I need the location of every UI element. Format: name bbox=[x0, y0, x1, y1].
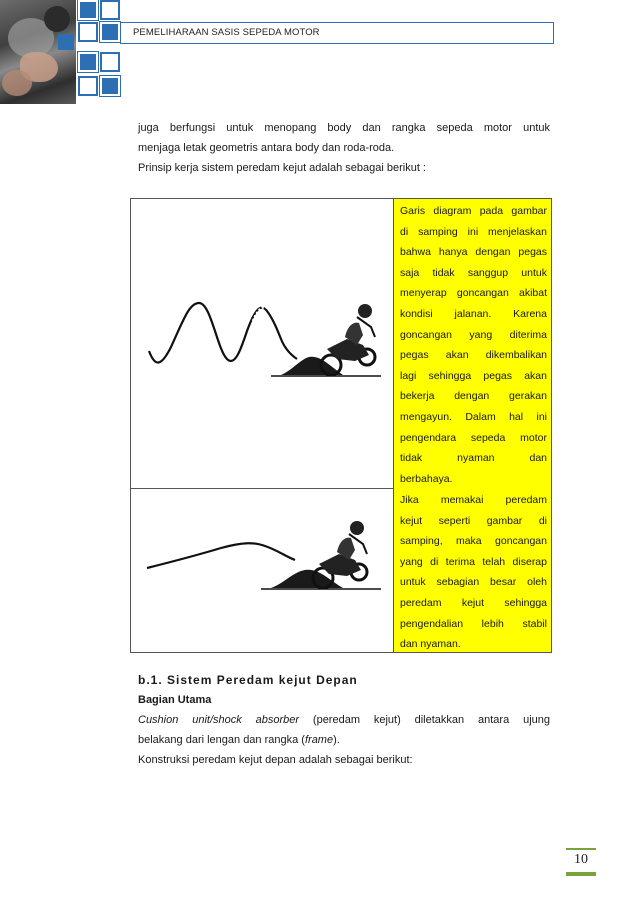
text-span: (peredam kejut) diletakkan antara ujung bbox=[299, 714, 550, 726]
note-line: goncangan yang diterima bbox=[400, 328, 547, 341]
table-row bbox=[131, 199, 551, 489]
section-subheading: Bagian Utama bbox=[138, 694, 212, 706]
term-italic: frame bbox=[304, 734, 334, 746]
note-line: berbahaya. bbox=[400, 472, 453, 485]
page-number-rule-top bbox=[566, 848, 596, 850]
term-italic: Cushion unit/shock absorber bbox=[138, 714, 300, 726]
section-b1 bbox=[138, 670, 550, 770]
note-line: pegas akan dikembalikan bbox=[400, 349, 547, 362]
section-heading: b.1. Sistem Peredam kejut Depan bbox=[138, 673, 358, 687]
header-title: PEMELIHARAAN SASIS SEPEDA MOTOR bbox=[120, 22, 554, 44]
damped-note bbox=[394, 488, 551, 652]
damped-diagram bbox=[131, 488, 394, 652]
note-line: kondisi jalanan. Karena bbox=[400, 307, 547, 320]
note-line: peredam kejut sehingga bbox=[400, 596, 547, 609]
note-line: samping, maka goncangan bbox=[400, 535, 547, 548]
note-line: untuk sebagian besar oleh bbox=[400, 576, 547, 589]
note-line: bekerja dengan gerakan bbox=[400, 390, 547, 403]
note-line: saja tidak sanggup untuk bbox=[400, 266, 547, 279]
page-number: 10 bbox=[574, 852, 588, 867]
note-line: lagi sehingga pegas akan bbox=[400, 369, 547, 382]
header-photo bbox=[0, 0, 76, 104]
intro-paragraph bbox=[138, 118, 550, 178]
note-line: pengendara sepeda motor bbox=[400, 431, 547, 444]
table-row bbox=[131, 488, 551, 652]
note-line: Jika memakai peredam bbox=[400, 494, 547, 506]
note-line: tidak nyaman dan bbox=[400, 452, 547, 465]
section-paragraph-line: Konstruksi peredam kejut depan adalah sebagai berikut: bbox=[138, 754, 413, 766]
note-line: yang di terima telah diserap bbox=[400, 555, 547, 568]
note-line: kejut seperti gambar di bbox=[400, 514, 547, 527]
note-line: menyerap goncangan akibat bbox=[400, 287, 547, 300]
note-line: mengayun. Dalam hal ini bbox=[400, 410, 547, 423]
note-line: pengendalian lebih stabil bbox=[400, 617, 547, 630]
note-line: bahwa hanya dengan pegas bbox=[400, 246, 547, 259]
intro-line: juga berfungsi untuk menopang body dan rangka sepeda motor untuk bbox=[138, 122, 550, 134]
intro-line: Prinsip kerja sistem peredam kejut adalah sebagai berikut : bbox=[138, 162, 426, 174]
spring-only-diagram bbox=[131, 199, 394, 488]
note-line: Garis diagram pada gambar bbox=[400, 205, 547, 217]
intro-line: menjaga letak geometris antara body dan roda-roda. bbox=[138, 142, 395, 154]
page-number-rule-bottom bbox=[566, 872, 596, 876]
text-span: ). bbox=[333, 734, 340, 746]
figure-table bbox=[130, 198, 552, 653]
text-span: belakang dari lengan dan rangka ( bbox=[138, 734, 305, 746]
section-paragraph-line bbox=[138, 710, 550, 730]
note-line: dan nyaman. bbox=[400, 638, 461, 651]
note-line: di samping ini menjelaskan bbox=[400, 225, 547, 238]
section-paragraph-line bbox=[138, 730, 550, 750]
spring-only-note bbox=[394, 199, 551, 488]
